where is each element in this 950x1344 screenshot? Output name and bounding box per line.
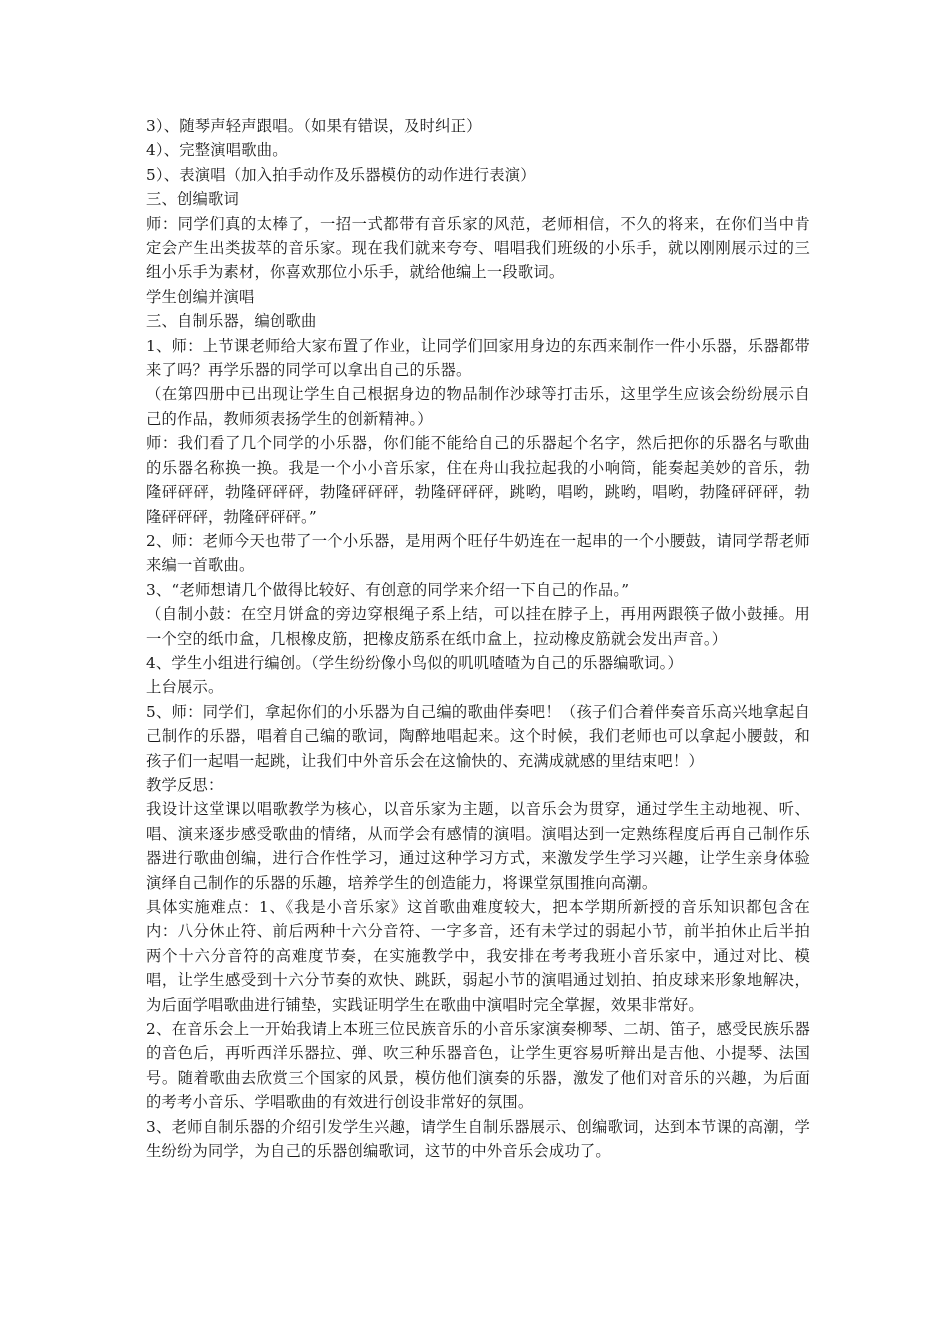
reflection-point-3-paragraph: 3、老师自制乐器的介绍引发学生兴趣，请学生自制乐器展示、创编歌词，达到本节课的高潮，学生纷纷为同学，为自己的乐器创编歌词，这节的中外音乐会成功了。 xyxy=(146,1117,810,1161)
homemade-drum-paragraph: （自制小鼓：在空月饼盒的旁边穿根绳子系上结，可以挂在脖子上，再用两跟筷子做小鼓捶。用一个空的纸巾盒，几根橡皮筋，把橡皮筋系在纸巾盒上，拉动橡皮筋就会发出声音。） xyxy=(146,605,810,648)
reflection-heading: 教学反思： xyxy=(146,775,224,794)
instrument-step-4-paragraph: 4、学生小组进行编创。（学生纷纷像小鸟似的叽叽喳喳为自己的乐器编歌词。） xyxy=(146,653,684,672)
section-heading-instruments: 三、自制乐器，编创歌曲 xyxy=(146,312,317,331)
teacher-lyrics-paragraph: 师：同学们真的太棒了，一招一式都带有音乐家的风范，老师相信，不久的将来，在你们当中肯定会产生出类拔萃的音乐家。现在我们就来夸夸、唱唱我们班级的小乐手，就以刚刚展示过的三组小乐手为素材，你喜欢那位小乐手，就给他编上一段歌词。 xyxy=(146,214,810,282)
step-5-paragraph: 5）、表演唱（加入拍手动作及乐器模仿的动作进行表演） xyxy=(146,165,536,184)
instrument-step-3-paragraph: 3、“老师想请几个做得比较好、有创意的同学来介绍一下自己的作品。” xyxy=(146,580,630,599)
instrument-note-paragraph: （在第四册中已出现让学生自己根据身边的物品制作沙球等打击乐，这里学生应该会纷纷展示自己的作品，教师须表扬学生的创新精神。） xyxy=(146,385,810,428)
document-page xyxy=(146,114,810,1163)
instrument-step-1-paragraph: 1、师：上节课老师给大家布置了作业，让同学们回家用身边的东西来制作一件小乐器，乐器都带来了吗？再学乐器的同学可以拿出自己的乐器。 xyxy=(146,336,810,380)
difficulty-paragraph: 具体实施难点：1、《我是小音乐家》这首歌曲难度较大，把本学期所新授的音乐知识都包含在内：八分休止符、前后两种十六分音符、一字多音，还有未学过的弱起小节，前半拍休止后半拍两个十六分音符的高难度节奏，在实施教学中，我安排在考考我班小音乐家中，通过对比、模唱，让学生感受到十六分节奏的欢快、跳跃，弱起小节的演唱通过划拍、拍皮球来形象地解决，为后面学唱歌曲进行铺垫，实践证明学生在歌曲中演唱时完全掌握，效果非常好。 xyxy=(146,898,810,1014)
teacher-naming-paragraph: 师：我们看了几个同学的小乐器，你们能不能给自己的乐器起个名字，然后把你的乐器名与歌曲的乐器名称换一换。我是一个小小音乐家，住在舟山我拉起我的小响筒，能奏起美妙的音乐，勃隆砰砰砰，勃隆砰砰砰，勃隆砰砰砰，勃隆砰砰砰，跳哟，唱哟，跳哟，唱哟，勃隆砰砰砰，勃隆砰砰砰，勃隆砰砰砰。” xyxy=(146,434,810,526)
step-3-paragraph: 3）、随琴声轻声跟唱。（如果有错误，及时纠正） xyxy=(146,117,482,135)
step-4-paragraph: 4）、完整演唱歌曲。 xyxy=(146,141,288,160)
stage-show-paragraph: 上台展示。 xyxy=(146,678,224,697)
reflection-paragraph: 我设计这堂课以唱歌教学为核心，以音乐家为主题，以音乐会为贯穿，通过学生主动地视、听、唱、演来逐步感受歌曲的情绪，从而学会有感情的演唱。演唱达到一定熟练程度后再自己制作乐器进行歌曲创编，进行合作性学习，通过这种学习方式，来激发学生学习兴趣，让学生亲身体验演绎自己制作的乐器的乐趣，培养学生的创造能力，将课堂氛围推向高潮。 xyxy=(146,800,810,892)
students-create-paragraph: 学生创编并演唱 xyxy=(146,287,255,306)
instrument-step-2-paragraph: 2、师：老师今天也带了一个小乐器，是用两个旺仔牛奶连在一起串的一个小腰鼓，请同学帮老师来编一首歌曲。 xyxy=(146,531,810,575)
reflection-point-2-paragraph: 2、在音乐会上一开始我请上本班三位民族音乐的小音乐家演奏柳琴、二胡、笛子，感受民族乐器的音色后，再听西洋乐器拉、弹、吹三种乐器音色，让学生更容易听辩出是吉他、小提琴、法国号。随着歌曲去欣赏三个国家的风景，模仿他们演奏的乐器，激发了他们对音乐的兴趣，为后面的考考小音乐、学唱歌曲的有效进行创设非常好的氛围。 xyxy=(146,1020,810,1112)
instrument-step-5-paragraph: 5、师：同学们，拿起你们的小乐器为自己编的歌曲伴奏吧！（孩子们合着伴奏音乐高兴地拿起自己制作的乐器，唱着自己编的歌词，陶醉地唱起来。这个时候，我们老师也可以拿起小腰鼓，和孩子们一起唱一起跳，让我们中外音乐会在这愉快的、充满成就感的里结束吧！） xyxy=(146,702,810,770)
section-heading-lyrics: 三、创编歌词 xyxy=(146,190,239,209)
